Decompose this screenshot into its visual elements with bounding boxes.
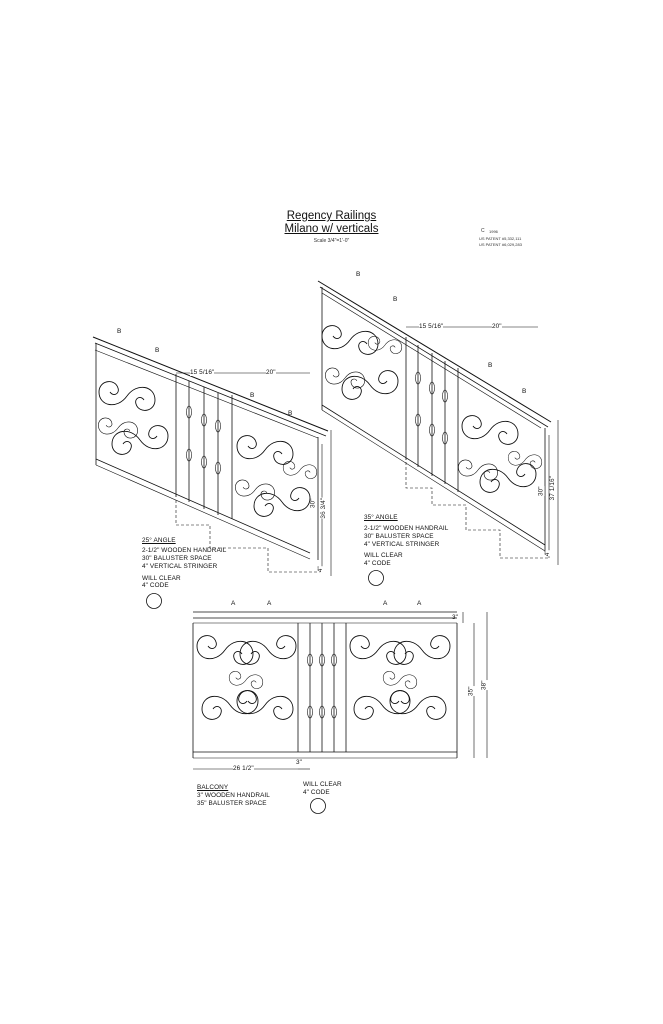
left-label-b-4: B	[288, 410, 293, 417]
right-dim-height: 30"	[537, 486, 545, 497]
balcony-label-a-4: A	[417, 600, 422, 607]
right-label-b-3: B	[488, 362, 493, 369]
balcony-dim-height: 35"	[467, 686, 475, 697]
balcony-dim-gap: 3"	[296, 759, 303, 766]
right-clear-line-2: 4" CODE	[364, 560, 391, 567]
left-dim-clear: 4"	[316, 566, 324, 573]
balcony-clear-line-2: 4" CODE	[303, 789, 330, 796]
right-code-circle	[369, 571, 384, 586]
balcony-heading: BALCONY	[197, 784, 229, 791]
balcony-clear-line-1: WILL CLEAR	[303, 781, 342, 788]
left-dim-total: 36 3/4"	[320, 497, 328, 519]
right-note-baluster: 30" BALUSTER SPACE	[364, 533, 434, 540]
copyright-symbol: C	[481, 228, 485, 234]
right-angle-label: 35° ANGLE	[364, 514, 398, 521]
right-note-handrail: 2-1/2" WOODEN HANDRAIL	[364, 525, 449, 532]
copyright-year: 1996	[489, 229, 498, 234]
drawing-subtitle: Milano w/ verticals	[284, 223, 379, 235]
right-dim-total: 37 1/16"	[548, 476, 556, 501]
balcony-label-a-1: A	[231, 600, 236, 607]
right-dim-clear: 4"	[543, 550, 551, 557]
right-label-b-4: B	[522, 388, 527, 395]
patent-number-2: US PATENT #6,029,283	[479, 242, 522, 247]
right-clear-line-1: WILL CLEAR	[364, 552, 403, 559]
left-note-handrail: 2-1/2" WOODEN HANDRAIL	[142, 547, 227, 554]
left-note-stringer: 4" VERTICAL STRINGER	[142, 563, 218, 570]
left-label-b-2: B	[155, 347, 160, 354]
balcony-code-circle	[311, 799, 326, 814]
left-dim-height: 30"	[309, 498, 317, 509]
balcony-note-handrail: 3" WOODEN HANDRAIL	[197, 792, 270, 799]
left-dim-post: 15 5/16"	[190, 369, 215, 376]
right-label-b-2: B	[393, 296, 398, 303]
left-label-b-3: B	[250, 392, 255, 399]
balcony-label-a-2: A	[267, 600, 272, 607]
right-label-b-1: B	[356, 271, 361, 278]
left-label-b-1: B	[117, 328, 122, 335]
left-note-baluster: 30" BALUSTER SPACE	[142, 555, 212, 562]
drawing-scale: Scale 3/4"=1'-0"	[313, 238, 350, 244]
right-dim-post: 15 5/16"	[419, 323, 444, 330]
balcony-label-a-3: A	[383, 600, 388, 607]
balcony-railing	[193, 612, 487, 769]
balcony-dim-total: 38"	[480, 680, 488, 691]
right-dim-panel: 20"	[492, 323, 502, 330]
drawing-title: Regency Railings	[286, 210, 377, 222]
left-clear-line-2: 4" CODE	[142, 582, 169, 589]
left-code-circle	[147, 594, 162, 609]
balcony-note-baluster: 35" BALUSTER SPACE	[197, 800, 267, 807]
balcony-dim-top: 3"	[452, 614, 459, 621]
left-clear-line-1: WILL CLEAR	[142, 575, 181, 582]
balcony-dim-width: 26 1/2"	[233, 765, 254, 772]
left-angle-label: 25° ANGLE	[142, 537, 176, 544]
right-note-stringer: 4" VERTICAL STRINGER	[364, 541, 440, 548]
left-dim-panel: 20"	[266, 369, 276, 376]
patent-number-1: US PATENT #5,332,111	[479, 236, 522, 241]
